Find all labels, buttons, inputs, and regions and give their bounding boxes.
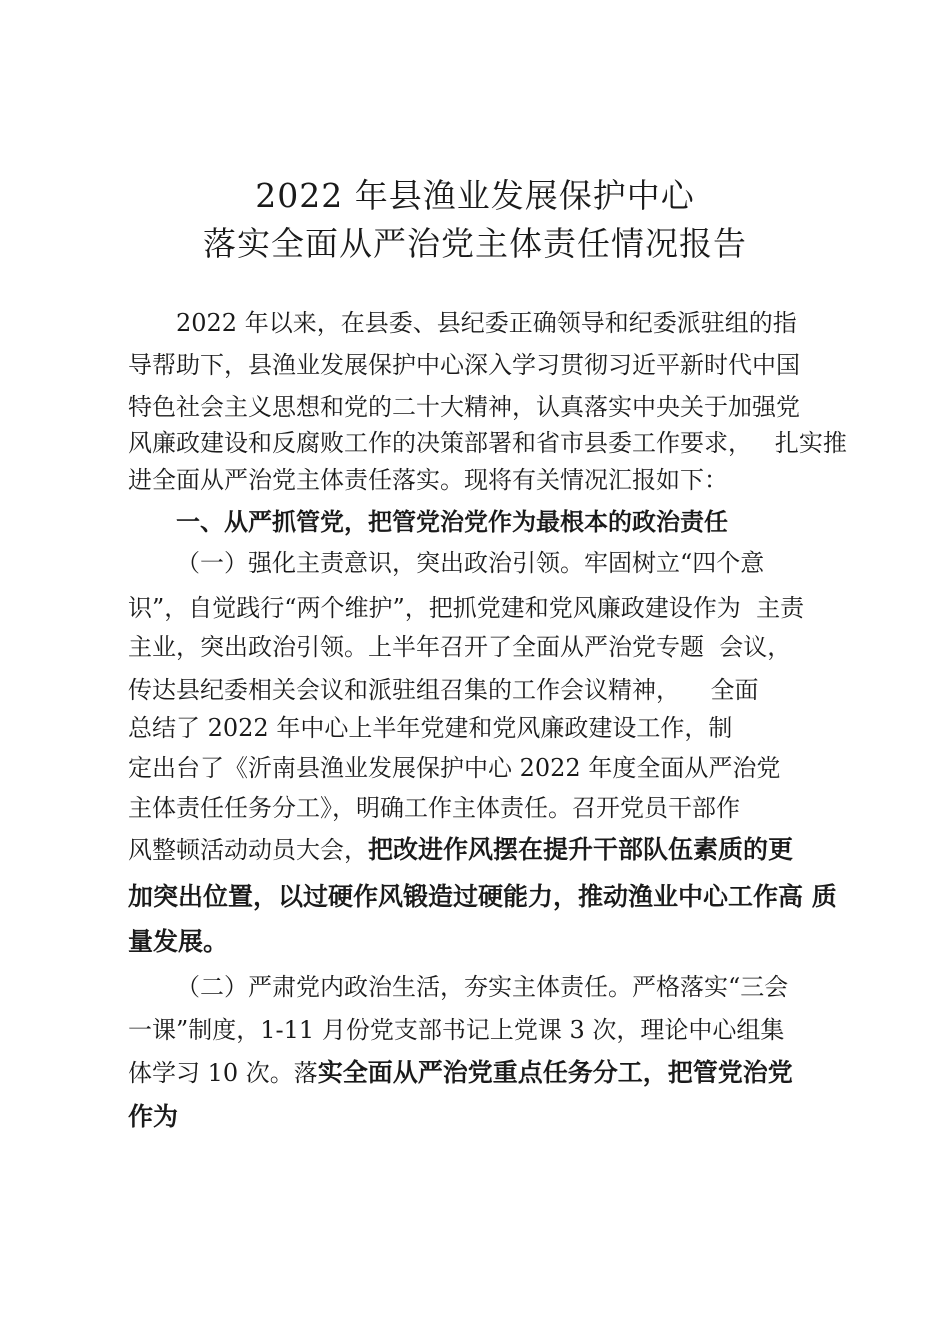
intro-line-5: 进全面从严治党主体责任落实。现将有关情况汇报如下：	[128, 466, 728, 494]
sub1-line-4: 传达县纪委相关会议和派驻组召集的工作会议精神， 全面	[128, 676, 759, 704]
sub1-line-1: （一）强化主责意识，突出政治引领。牢固树立“四个意	[176, 549, 765, 577]
sub1-bold-line-1: 加突出位置，以过硬作风锻造过硬能力，推动渔业中心工作高 质	[128, 882, 837, 911]
sub2-line-3	[128, 1058, 793, 1088]
sub1-line-5: 总结了 2022 年中心上半年党建和党风廉政建设工作，制	[128, 714, 733, 742]
document-title-line1: 2022 年县渔业发展保护中心	[255, 176, 695, 215]
sub1-line-8	[128, 835, 793, 865]
intro-line-1: 2022 年以来，在县委、县纪委正确领导和纪委派驻组的指	[176, 309, 797, 337]
sub2-line-3-plain: 体学习 10 次。落	[128, 1059, 318, 1087]
section-heading: 一、从严抓管党，把管党治党作为最根本的政治责任	[176, 508, 728, 536]
sub1-line-8-plain: 风整顿活动动员大会，	[128, 836, 368, 864]
sub2-line-1: （二）严肃党内政治生活，夯实主体责任。严格落实“三会	[176, 973, 789, 1001]
sub1-line-8-bold: 把改进作风摆在提升干部队伍素质的更	[368, 835, 794, 864]
intro-line-3: 特色社会主义思想和党的二十大精神，认真落实中央关于加强党	[128, 393, 800, 421]
sub1-line-2: 识”，自觉践行“两个维护”，把抓党建和党风廉政建设作为 主责	[128, 594, 805, 622]
sub2-line-2: 一课”制度，1-11 月份党支部书记上党课 3 次，理论中心组集	[128, 1016, 785, 1044]
intro-line-4: 风廉政建设和反腐败工作的决策部署和省市县委工作要求， 扎实推	[128, 429, 847, 457]
document-title-line2: 落实全面从严治党主体责任情况报告	[203, 224, 747, 263]
sub2-line-3-bold: 实全面从严治党重点任务分工，把管党治党	[317, 1058, 793, 1087]
sub1-line-6: 定出台了《沂南县渔业发展保护中心 2022 年度全面从严治党	[128, 754, 781, 782]
sub1-bold-line-2: 量发展。	[128, 927, 229, 956]
sub1-line-3: 主业，突出政治引领。上半年召开了全面从严治党专题 会议，	[128, 633, 792, 661]
sub2-line-4: 作为	[128, 1102, 179, 1131]
sub1-line-7: 主体责任任务分工》，明确工作主体责任。召开党员干部作	[128, 794, 740, 822]
intro-line-2: 导帮助下，县渔业发展保护中心深入学习贯彻习近平新时代中国	[128, 351, 800, 379]
